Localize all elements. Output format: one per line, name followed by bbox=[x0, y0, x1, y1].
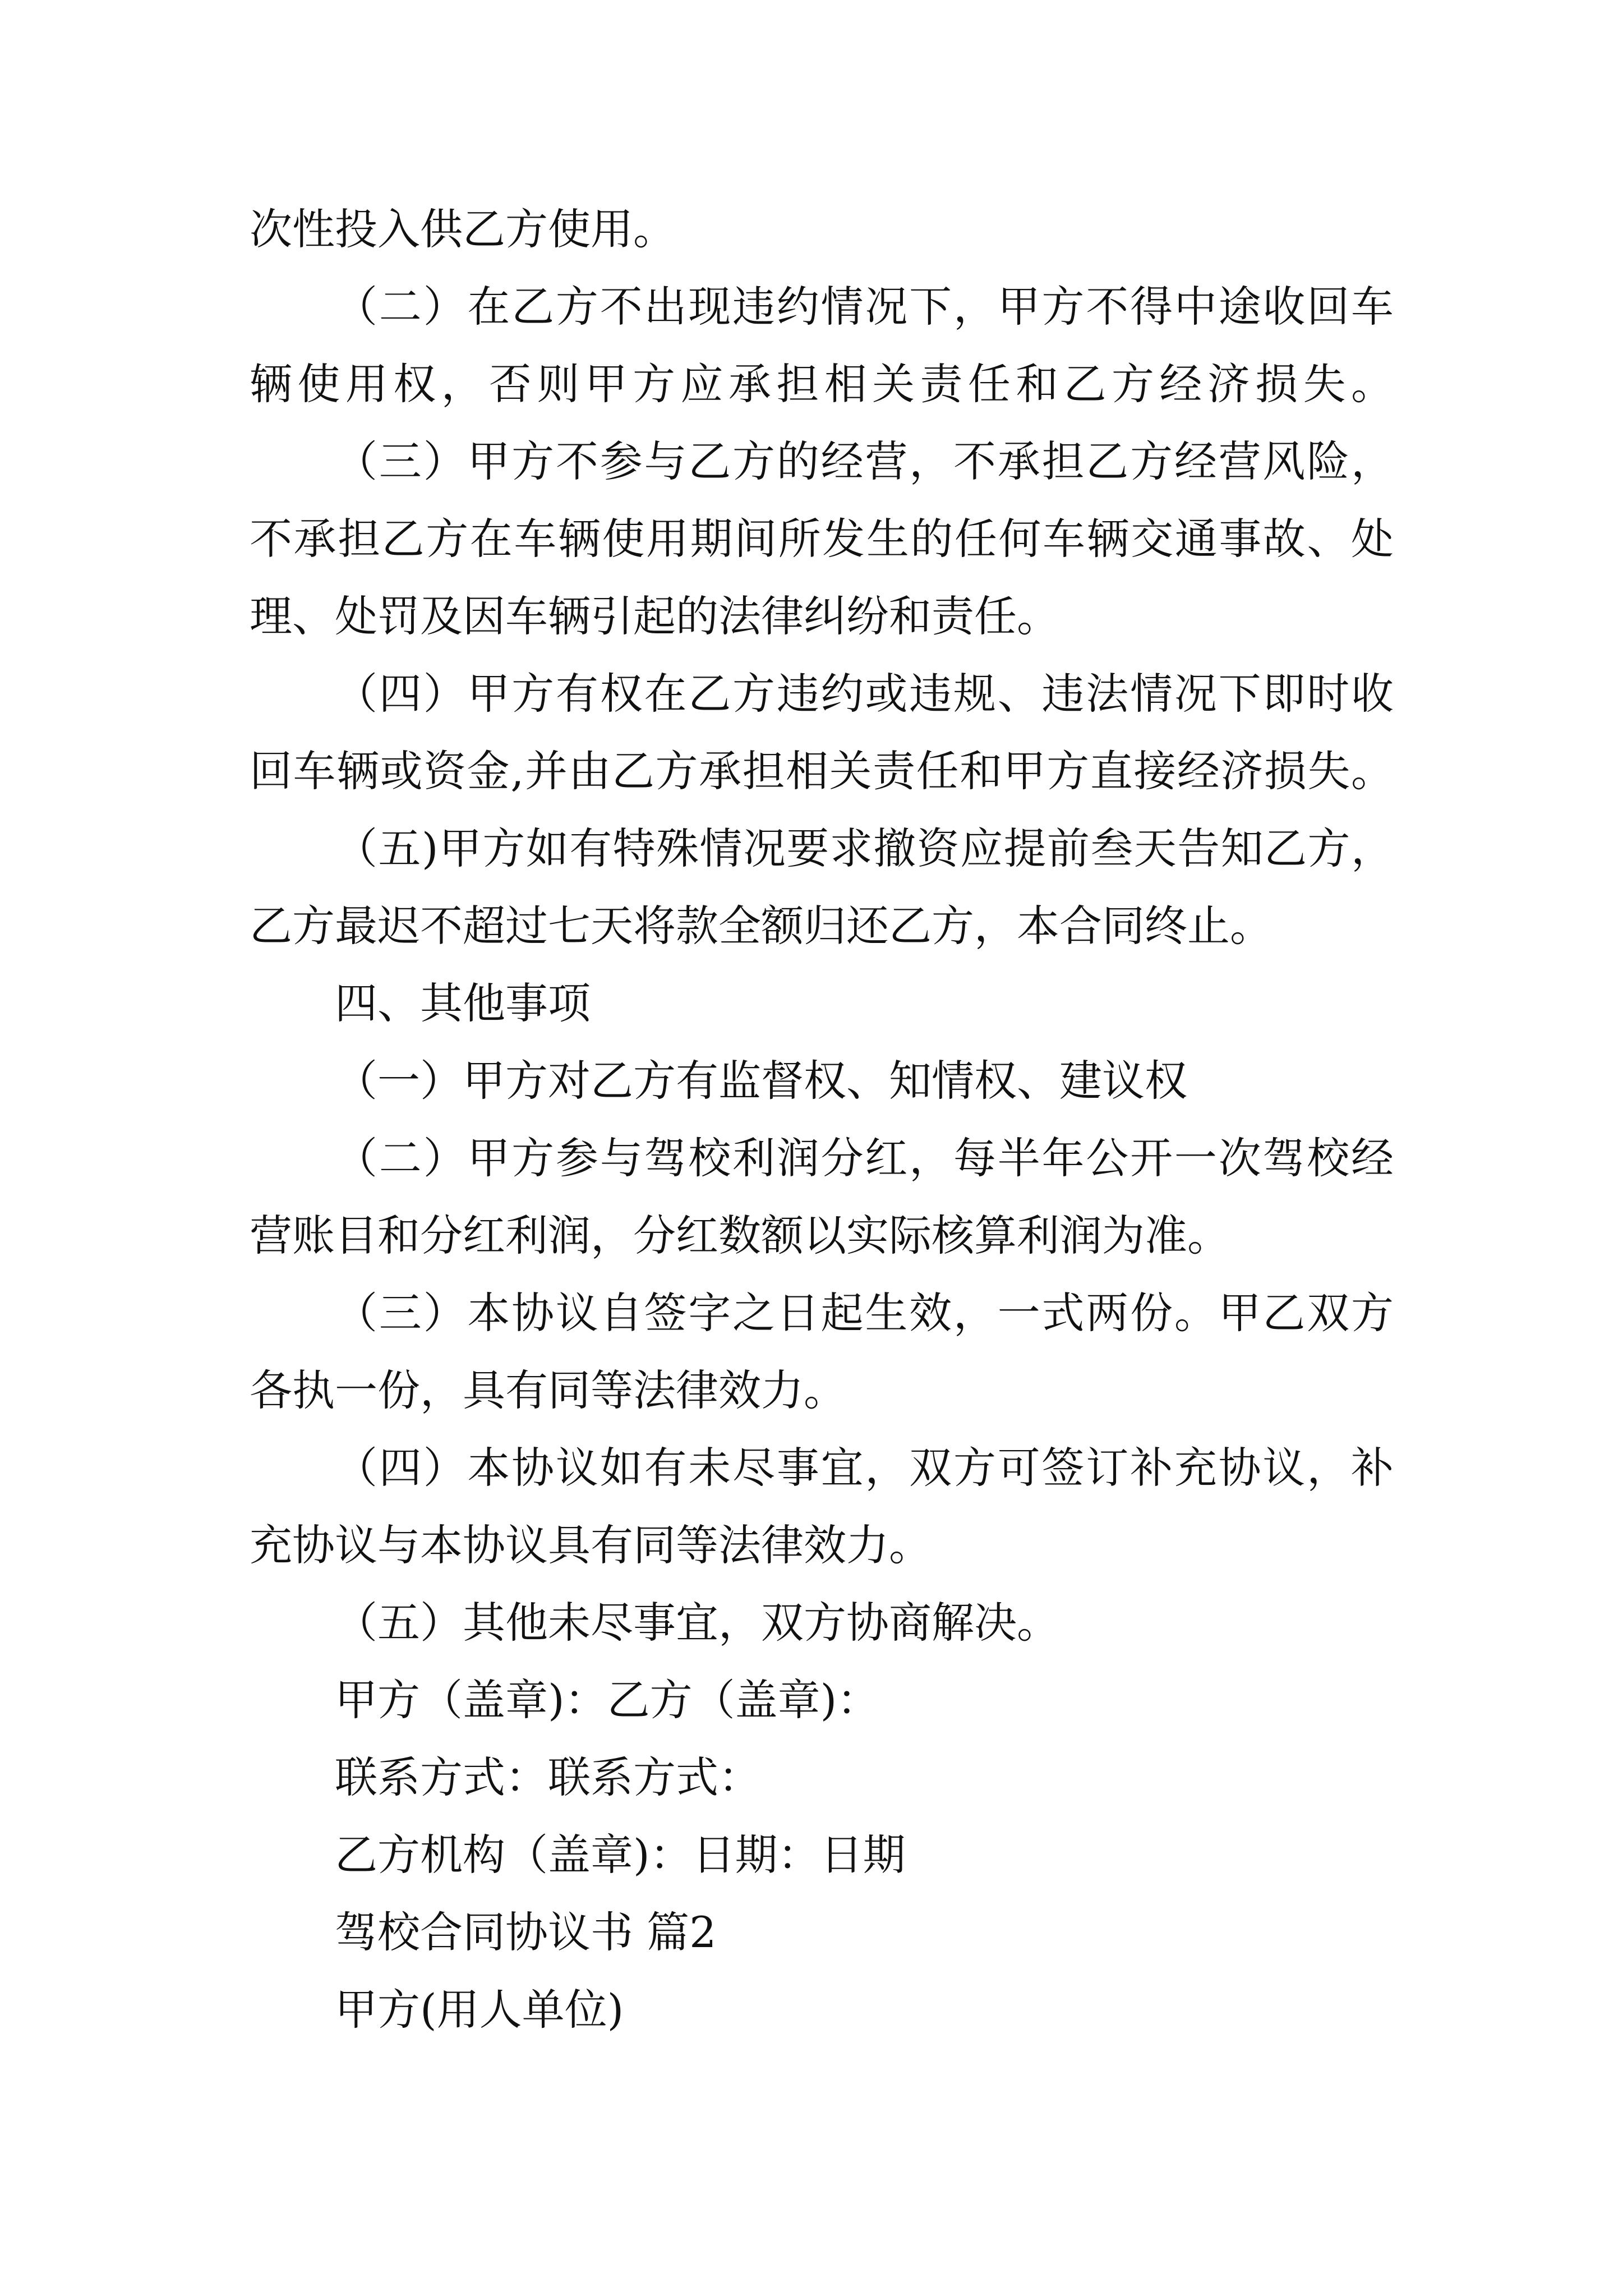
text-line bbox=[250, 1120, 1394, 1197]
line-text: 联系方式：联系方式： bbox=[335, 1752, 761, 1802]
line-text: （一）甲方对乙方有监督权、知情权、建议权 bbox=[335, 1056, 1187, 1106]
text-line bbox=[250, 733, 1394, 810]
text-line bbox=[250, 346, 1394, 423]
line-text: （四）甲方有权在乙方违约或违规、违法情况下即时收 bbox=[335, 669, 1394, 719]
text-line bbox=[250, 191, 1394, 268]
section-heading bbox=[250, 965, 1394, 1042]
line-text: 不承担乙方在车辆使用期间所发生的任何车辆交通事故、处 bbox=[250, 514, 1394, 564]
line-text: （三）甲方不参与乙方的经营，不承担乙方经营风险， bbox=[335, 436, 1394, 486]
line-text: （五）其他未尽事宜，双方协商解决。 bbox=[335, 1598, 1059, 1648]
line-text: （二）甲方参与驾校利润分红，每半年公开一次驾校经 bbox=[335, 1133, 1394, 1183]
text-line bbox=[250, 1507, 1394, 1584]
text-line bbox=[250, 1429, 1394, 1507]
text-line bbox=[250, 1274, 1394, 1352]
text-line bbox=[250, 1197, 1394, 1274]
text-line bbox=[250, 1352, 1394, 1429]
text-line bbox=[250, 268, 1394, 346]
text-line bbox=[250, 810, 1394, 887]
line-text: 驾校合同协议书 篇2 bbox=[335, 1907, 717, 1957]
line-text: （四）本协议如有未尽事宜，双方可签订补充协议，补 bbox=[335, 1443, 1394, 1493]
line-text: 四、其他事项 bbox=[335, 978, 591, 1028]
text-line bbox=[250, 500, 1394, 578]
line-text: （五)甲方如有特殊情况要求撤资应提前叁天告知乙方， bbox=[335, 823, 1394, 873]
text-line bbox=[250, 887, 1394, 965]
line-text: 甲方（盖章)：乙方（盖章)： bbox=[335, 1675, 880, 1725]
line-text: 次性投入供乙方使用。 bbox=[250, 204, 676, 254]
line-text: 各执一份，具有同等法律效力。 bbox=[250, 1365, 846, 1415]
text-line bbox=[250, 578, 1394, 655]
line-text: 理、处罚及因车辆引起的法律纠纷和责任。 bbox=[250, 591, 1059, 641]
line-text: 充协议与本协议具有同等法律效力。 bbox=[250, 1520, 932, 1570]
text-line bbox=[250, 1584, 1394, 1662]
text-line bbox=[250, 1042, 1394, 1120]
line-text: 辆使用权，否则甲方应承担相关责任和乙方经济损失。 bbox=[250, 359, 1394, 409]
contact-line bbox=[250, 1739, 1394, 1816]
line-text: 甲方(用人单位) bbox=[335, 1985, 624, 2035]
line-text: （三）本协议自签字之日起生效，一式两份。甲乙双方 bbox=[335, 1288, 1394, 1338]
line-text: 回车辆或资金,并由乙方承担相关责任和甲方直接经济损失。 bbox=[250, 746, 1394, 796]
text-line bbox=[250, 655, 1394, 733]
line-text: （二）在乙方不出现违约情况下，甲方不得中途收回车 bbox=[335, 282, 1394, 332]
line-text: 乙方机构（盖章)：日期：日期 bbox=[335, 1830, 906, 1880]
signature-line bbox=[250, 1662, 1394, 1739]
party-line bbox=[250, 1971, 1394, 2049]
document-body bbox=[250, 191, 1394, 2049]
text-line bbox=[250, 423, 1394, 500]
date-line bbox=[250, 1816, 1394, 1894]
line-text: 乙方最迟不超过七天将款全额归还乙方，本合同终止。 bbox=[250, 901, 1272, 951]
line-text: 营账目和分红利润，分红数额以实际核算利润为准。 bbox=[250, 1211, 1230, 1260]
section-title bbox=[250, 1894, 1394, 1971]
